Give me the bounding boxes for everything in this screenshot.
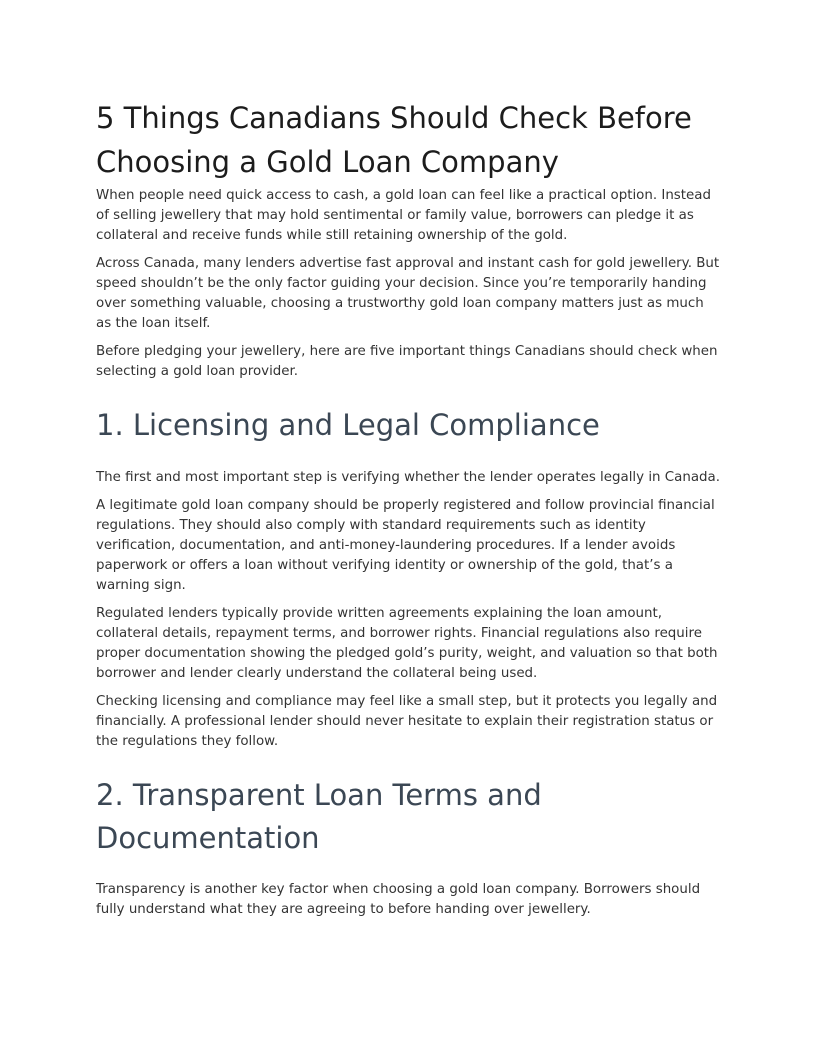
section-heading: 2. Transparent Loan Terms and Documentation	[96, 778, 542, 855]
section-transparent-terms	[96, 774, 720, 920]
section-paragraph: The first and most important step is verifying whether the lender operates legally in Canada.	[96, 470, 721, 485]
page-title: 5 Things Canadians Should Check Before Choosing a Gold Loan Company	[96, 101, 692, 179]
section-paragraph: A legitimate gold loan company should be properly registered and follow provincial financial regulations. They should also comply with standard requirements such as identity verification, documentation, and anti-money-laundering procedures. If a lender avoids paperwork or offers a loan without verifying identity or ownership of the gold, that’s a warning sign.	[96, 498, 715, 593]
section-licensing	[96, 404, 720, 752]
document-page	[96, 96, 720, 928]
section-paragraph: Transparency is another key factor when choosing a gold loan company. Borrowers should fully understand what they are agreeing to before handing over jewellery.	[96, 882, 701, 917]
intro-paragraph: Before pledging your jewellery, here are five important things Canadians should check when selecting a gold loan provider.	[96, 344, 718, 379]
section-paragraph: Checking licensing and compliance may feel like a small step, but it protects you legally and financially. A professional lender should never hesitate to explain their registration status or the regulations they follow.	[96, 694, 718, 749]
section-heading: 1. Licensing and Legal Compliance	[96, 408, 600, 442]
section-paragraph: Regulated lenders typically provide written agreements explaining the loan amount, collateral details, repayment terms, and borrower rights. Financial regulations also require proper documentation showing the pledged gold’s purity, weight, and valuation so that both borrower and lender clearly understand the collateral being used.	[96, 606, 718, 681]
intro-paragraph: When people need quick access to cash, a gold loan can feel like a practical option. Instead of selling jewellery that may hold sentimental or family value, borrowers can pledge it as collateral and receive funds while still retaining ownership of the gold.	[96, 188, 711, 243]
intro-section	[96, 186, 720, 382]
intro-paragraph: Across Canada, many lenders advertise fast approval and instant cash for gold jewellery. But speed shouldn’t be the only factor guiding your decision. Since you’re temporarily handing over something valuable, choosing a trustworthy gold loan company matters just as much as the loan itself.	[96, 256, 720, 331]
